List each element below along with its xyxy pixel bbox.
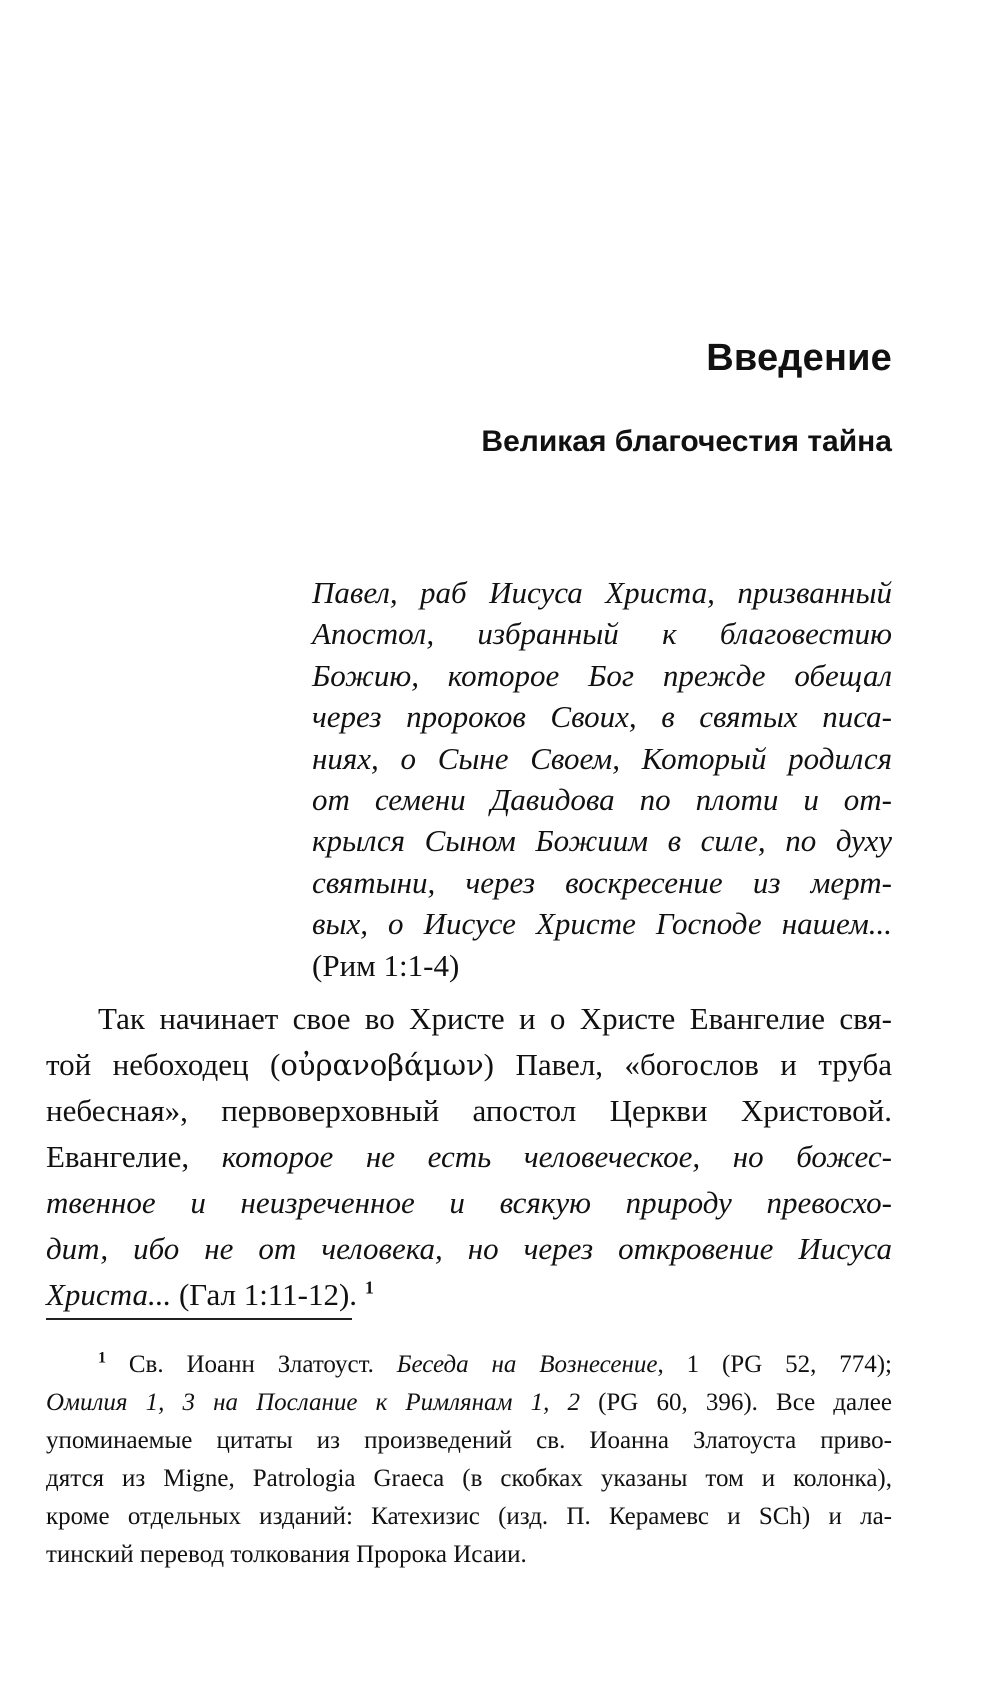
epigraph-reference: (Рим 1:1-4) [312,947,460,983]
scripture-quote: твенное и неизреченное и всякую природу превосхо- [46,1185,892,1220]
scripture-quote: Христа... [46,1277,172,1312]
epigraph-line: Павел, раб Иисуса Христа, призванный [312,575,892,610]
footnote-line [46,1384,892,1422]
epigraph-line: святыни, через воскресение из мерт- [312,864,892,900]
footnote-text-segment: (PG 60, 396). Все далее [579,1389,892,1416]
footnote-number: 1 [98,1349,106,1367]
scripture-quote: дит, ибо не от человека, но через откровение Иисуса [46,1231,892,1266]
epigraph-line: от семени Давидова по плоти и от- [312,782,892,818]
epigraph-line: вых, о Иисусе Христе Господе нашем... [312,906,892,942]
epigraph-line: Божию, которое Бог прежде обещал [312,657,892,693]
epigraph-line: ниях, о Сыне Своем, Который родился [312,740,892,776]
body-line [46,1272,892,1318]
greek-word: οὐρανοβάμων [280,1048,484,1082]
page-title: Введение [706,337,892,379]
epigraph [312,572,892,986]
epigraph-line: крылся Сыном Божиим в силе, по духу [312,823,892,859]
work-title: Беседа на Вознесение [396,1351,658,1378]
footnote [46,1346,892,1574]
scripture-quote: которое не есть человеческое, но божес- [221,1139,892,1174]
chapter-subtitle: Великая благочестия тайна [481,425,892,458]
scripture-reference: (Гал 1:11-12). [171,1277,358,1312]
body-paragraph [46,996,892,1318]
footnote-marker[interactable]: 1 [364,1277,374,1298]
body-line: Так начинает свое во Христе и о Христе Евангелие свя- [98,1001,892,1036]
footnote-line: дятся из Migne, Patrologia Graeca (в скобках указаны том и колонка), [46,1465,892,1492]
epigraph-line: через пророков Своих, в святых писа- [312,699,892,735]
body-line: небесная», первоверховный апостол Церкви Христовой. [46,1093,892,1128]
work-title: Омилия 1, 3 на Послание к Римлянам 1, 2 [46,1389,580,1416]
footnote-text-segment: , 1 (PG 52, 774); [657,1351,892,1378]
footnote-divider [46,1318,352,1320]
epigraph-line: Апостол, избранный к благовестию [312,616,892,652]
body-text-segment: Евангелие, [46,1139,222,1174]
footnote-line: кроме отдельных изданий: Катехизис (изд. П. Керамевс и SCh) и ла- [46,1503,892,1530]
footnote-text-segment: Св. Иоанн Златоуст. [106,1351,397,1378]
body-text-segment: ) Павел, «богослов и труба [483,1047,892,1082]
footnote-line: тинский перевод толкования Пророка Исаии. [46,1541,527,1568]
body-text-segment: той небоходец ( [46,1047,281,1082]
body-line [46,1134,892,1180]
body-line [46,1042,892,1088]
footnote-line: упоминаемые цитаты из произведений св. Иоанна Златоуста приво- [46,1427,892,1454]
footnote-line [46,1346,892,1384]
